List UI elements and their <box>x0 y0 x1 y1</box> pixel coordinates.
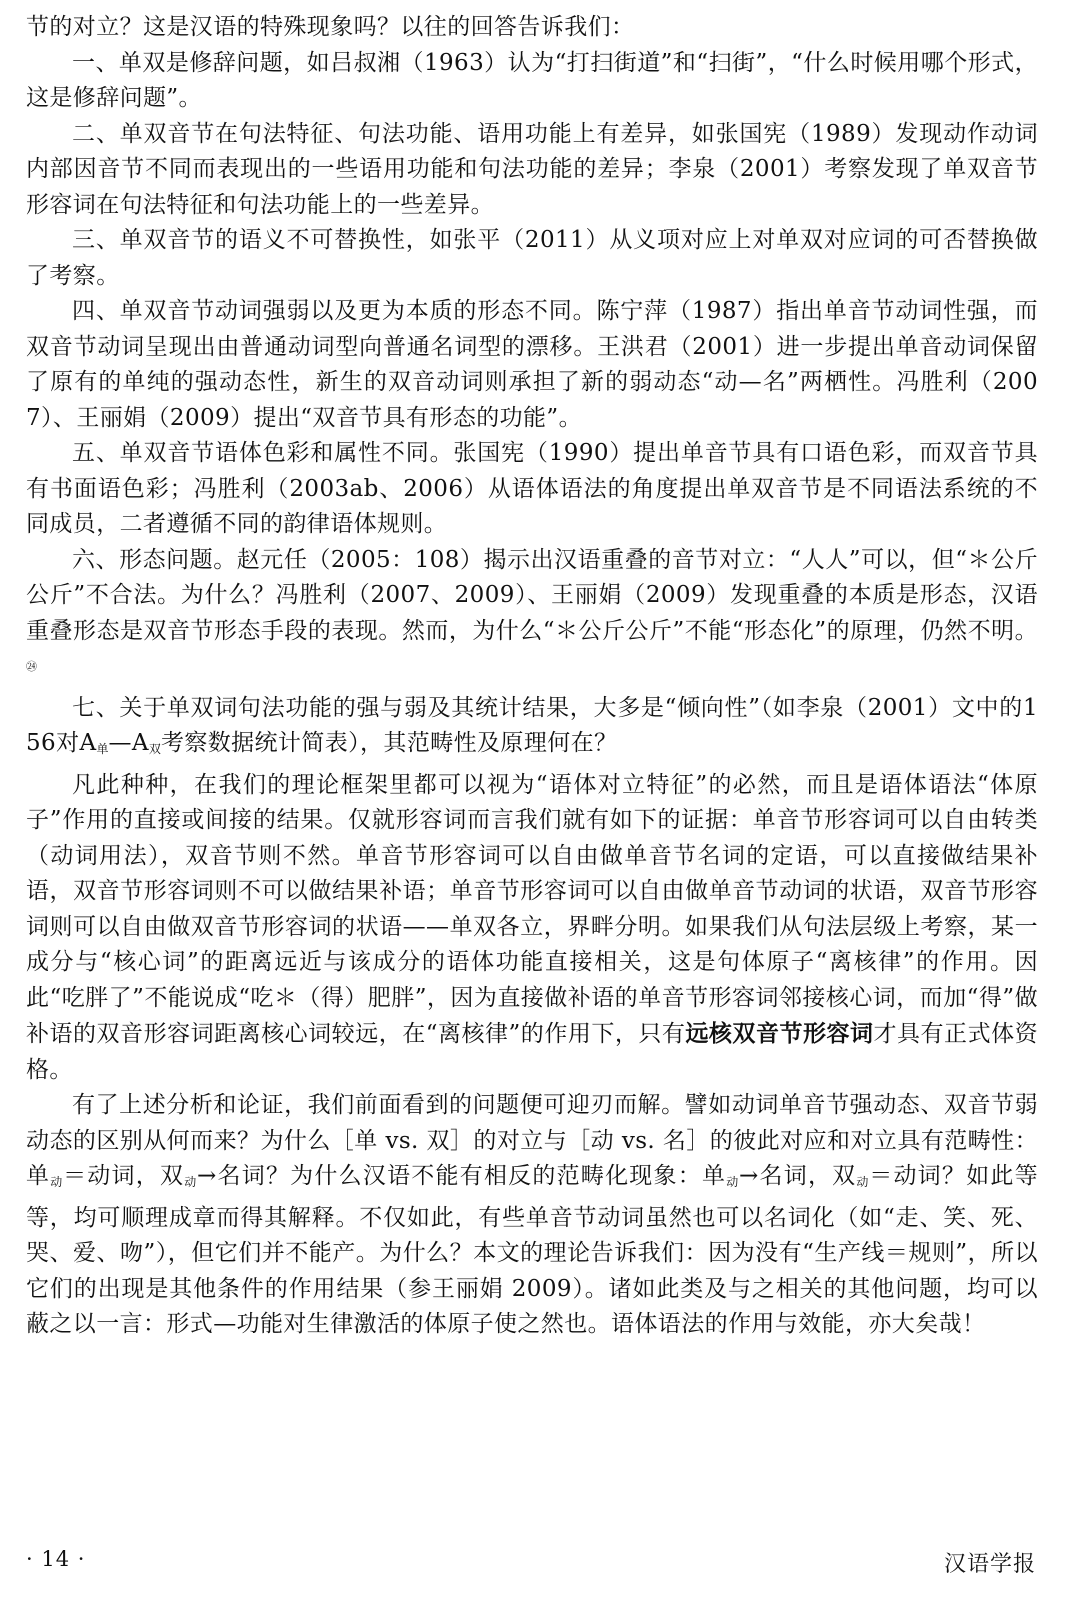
article-body <box>26 10 1038 1343</box>
paragraph <box>26 768 1038 1089</box>
paragraph <box>26 223 1038 294</box>
paragraph <box>26 1088 1038 1343</box>
text-run: 才具有正式体资格。 <box>26 1021 1038 1083</box>
text-run: 考察数据统计简表），其范畴性及原理何在？ <box>160 730 618 756</box>
text-run: —A <box>108 730 149 756</box>
subscript: 单 <box>96 742 109 756</box>
subscript: 动 <box>184 1175 198 1189</box>
text-run: 五、单双音节语体色彩和属性不同。张国宪（1990）提出单音节具有口语色彩，而双音节具有书面语色彩；冯胜利（2003ab、2006）从语体语法的角度提出单双音节是不同语法系统的不同成员，二者遵循不同的韵律语体规则。 <box>26 440 1038 537</box>
bold-term: 远核双音节形容词 <box>685 1020 874 1047</box>
text-run: 凡此种种，在我们的理论框架里都可以视为“语体对立特征”的必然，而且是语体语法“体原子”作用的直接或间接的结果。仅就形容词而言我们就有如下的证据：单音节形容词可以自由转类（动词用法），双音节则不然。单音节形容词可以自由做单音节名词的定语，可以直接做结果补语，双音节形容词则不可以做结果补语；单音节形容词可以自由做单音节动词的状语，双音节形容词则可以自由做双音节形容词的状语——单双各立，界畔分明。如果我们从句法层级上考察，某一成分与“核心词”的距离远近与该成分的语体功能直接相关，这是句体原子“离核律”的作用。因此“吃胖了”不能说成“吃＊（得）肥胖”，因为直接做补语的单音节形容词邻接核心词，而加“得”做补语的双音形容词距离核心词较远，在“离核律”的作用下，只有 <box>26 771 1038 1047</box>
paragraph <box>26 691 1038 768</box>
text-run: →名词？为什么汉语不能有相反的范畴化现象：单 <box>197 1163 727 1189</box>
text-run: ＝动词，双 <box>63 1163 185 1189</box>
text-run: 六、形态问题。赵元任（2005：108）揭示出汉语重叠的音节对立：“人人”可以，但“＊公斤公斤”不合法。为什么？冯胜利（2007、2009）、王丽娟（2009）发现重叠的本质是形态，汉语重叠形态是双音节形态手段的表现。然而，为什么“＊公斤公斤”不能“形态化”的原理，仍然不明。 <box>26 546 1038 644</box>
paragraph <box>26 46 1038 117</box>
paragraph <box>26 543 1038 691</box>
paragraph <box>26 10 1038 46</box>
paragraph <box>26 117 1038 224</box>
text-run: 四、单双音节动词强弱以及更为本质的形态不同。陈宁萍（1987）指出单音节动词性强，而双音节动词呈现出由普通动词型向普通名词型的漂移。王洪君（2001）进一步提出单音动词保留了原有的单纯的强动态性，新生的双音动词则承担了新的弱动态“动—名”两栖性。冯胜利（2007）、王丽娟（2009）提出“双音节具有形态的功能”。 <box>26 298 1038 431</box>
footnote-marker: ㉔ <box>26 660 37 673</box>
subscript: 双 <box>148 742 161 756</box>
paragraph <box>26 436 1038 543</box>
text-run: 节的对立？这是汉语的特殊现象吗？以往的回答告诉我们： <box>26 14 635 40</box>
subscript: 动 <box>856 1175 870 1189</box>
subscript: 动 <box>726 1175 740 1189</box>
text-run: 有了上述分析和论证，我们前面看到的问题便可迎刃而解。譬如动词单音节强动态、双音节弱动态的区别从何而来？为什么［单 vs. 双］的对立与［动 vs. 名］的彼此对应和对立具有范畴性：单 <box>26 1092 1038 1189</box>
page-number: · 14 · <box>26 1547 86 1571</box>
subscript: 动 <box>50 1175 64 1189</box>
paragraph <box>26 294 1038 436</box>
text-run: 三、单双音节的语义不可替换性，如张平（2011）从义项对应上对单双对应词的可否替换做了考察。 <box>26 227 1038 289</box>
journal-name: 汉语学报 <box>943 1552 1036 1577</box>
text-run: ＝动词？如此等等，均可顺理成章而得其解释。不仅如此，有些单音节动词虽然也可以名词化（如“走、笑、死、哭、爱、吻”），但它们并不能产。为什么？本文的理论告诉我们：因为没有“生产线＝规则”，所以它们的出现是其他条件的作用结果（参王丽娟 2009）。诸如此类及与之相关的其他问题，均可以蔽之以一言：形式—功能对生律激活的体原子使之然也。语体语法的作用与效能，亦大矣哉！ <box>26 1163 1038 1337</box>
text-run: 二、单双音节在句法特征、句法功能、语用功能上有差异，如张国宪（1989）发现动作动词内部因音节不同而表现出的一些语用功能和句法功能的差异；李泉（2001）考察发现了单双音节形容词在句法特征和句法功能上的一些差异。 <box>26 120 1038 218</box>
text-run: 七、关于单双词句法功能的强与弱及其统计结果，大多是“倾向性”（如李泉（2001）文中的156对A <box>26 694 1038 756</box>
text-run: →名词，双 <box>739 1163 857 1189</box>
text-run: 一、单双是修辞问题，如吕叔湘（1963）认为“打扫街道”和“扫街”，“什么时候用哪个形式，这是修辞问题”。 <box>26 49 1038 111</box>
